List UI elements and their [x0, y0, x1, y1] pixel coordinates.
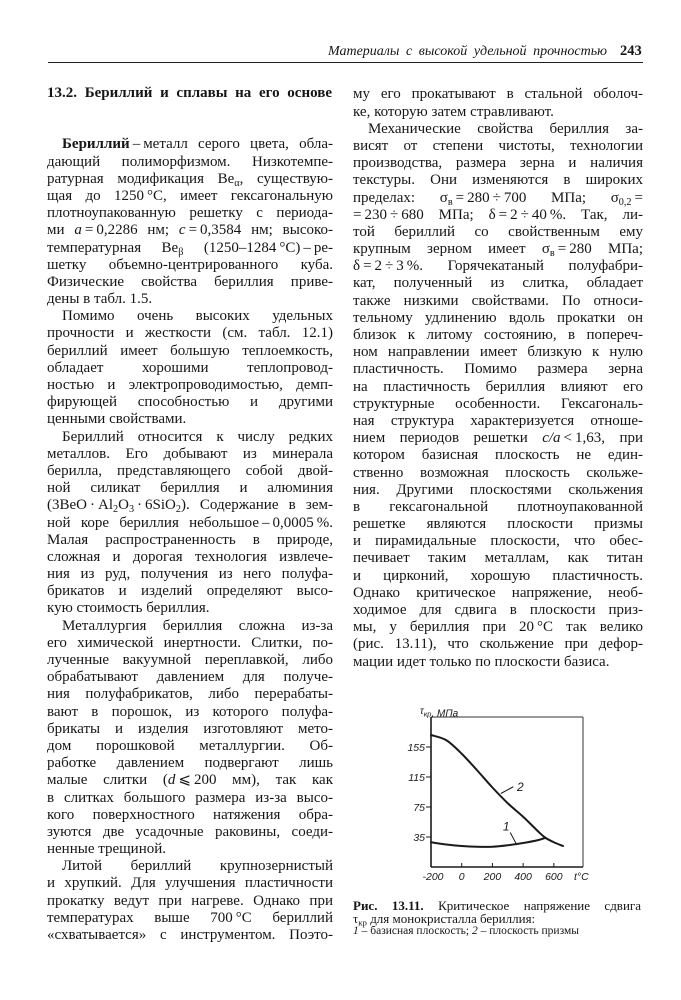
- caption-line: $\tau_{кр}$ для монокристалла бериллия:: [353, 910, 536, 928]
- text-line: ходимое для сдвига в плоскости приз-: [353, 602, 643, 619]
- y-tick-label: 155: [407, 742, 425, 754]
- paragraph: [47, 136, 333, 308]
- text-line: ностью и электропроводимостью, демп-: [47, 377, 333, 394]
- paragraph: [47, 858, 333, 944]
- text-line: мации идет только по плоскости базиса.: [353, 653, 610, 670]
- text-line: кую стоимость бериллия.: [47, 600, 210, 617]
- text-line: обрабатывают давлением для получе-: [47, 669, 333, 686]
- page-number: 243: [620, 43, 642, 59]
- italic-text: c: [178, 222, 186, 239]
- text-line: ненные трещиной.: [47, 841, 167, 858]
- running-head-title: Материалы с высокой удельной прочностью: [328, 44, 607, 59]
- left-column: [47, 136, 333, 944]
- text-line: обладает хорошими теплопровод-: [47, 359, 333, 376]
- y-axis-label-subscript: кр: [423, 709, 432, 719]
- text-line: ственно возможная плоскость скольже-: [353, 464, 643, 481]
- text-line: «схватывается» с инструментом. Поэто-: [47, 927, 333, 944]
- text-line: его химической инертности. Слитки, по-: [47, 634, 333, 651]
- text-line: дены в табл. 1.5.: [47, 291, 153, 308]
- annotation-leader-1: [510, 833, 516, 844]
- text-line: металлов. Его добывают из минерала: [47, 445, 333, 462]
- text-line: брикаты и изделия изготовляют мето-: [47, 720, 333, 737]
- subscript: в: [549, 248, 555, 260]
- text-line: печивает таким металлам, как титан: [353, 550, 643, 567]
- text-line: пределах: $\sigma_в = 280 \div 700$ МПа; $\sigma_{0,2}$ =: [353, 189, 643, 208]
- text-line: бериллий имеет большую теплоемкость,: [47, 342, 333, 359]
- italic-text: 2: [471, 925, 478, 938]
- italic-text: c/a: [542, 430, 561, 447]
- paragraph: [353, 86, 643, 120]
- x-axis-label: t°C: [574, 871, 589, 883]
- text-line: сложная и дорогая технология извлече-: [47, 548, 333, 565]
- text-line: Физические свойства бериллия приве-: [47, 273, 333, 290]
- annotation-leader-2: [501, 787, 513, 794]
- text-line: в слитках большого размера из-за высо-: [47, 789, 333, 806]
- subscript: кр: [358, 917, 367, 928]
- text-line: ном направлении имеет близкую к нулю: [353, 344, 643, 361]
- bold-text: Бериллий: [62, 136, 130, 153]
- text-line: ке, которую затем стравливают.: [353, 103, 554, 120]
- y-tick-label: 75: [413, 802, 425, 814]
- text-line: также низкими свойствами. По относи-: [353, 292, 643, 309]
- italic-text: 1: [353, 925, 359, 938]
- text-line: кат, полученный из слитка, обладает: [353, 275, 643, 292]
- text-line: и хрупкий. Для улучшения пластичности: [47, 875, 333, 892]
- text-line: Помимо очень высоких удельных: [62, 308, 333, 325]
- text-line: плотноупакованную решетку с периода-: [47, 205, 333, 222]
- x-tick-label: -200: [422, 871, 444, 883]
- text-line: тельному удлинению вдоль прокатки он: [353, 309, 643, 326]
- x-tick-label: 400: [514, 871, 532, 883]
- annotation-label-2: 2: [517, 779, 524, 794]
- italic-text: a: [74, 222, 82, 239]
- text-line: работке давлением подвергают лишь: [47, 755, 333, 772]
- subscript: 2: [113, 504, 119, 516]
- text-line: Литой бериллий крупнозернистый: [62, 858, 333, 875]
- y-axis-label: [420, 706, 459, 720]
- text-line: кого поверхностного натяжения обра-: [47, 806, 333, 823]
- paragraph: [47, 308, 333, 428]
- caption-line: Рис. 13.11. Критическое напряжение сдвига: [353, 898, 642, 914]
- text-line: = 230 ÷ 680 МПа; δ = 2 ÷ 40 %. Так, ли-: [353, 206, 643, 223]
- text-line: на пластичность бериллия влияют его: [353, 378, 643, 395]
- text-line: ния. Другими плоскостями скольжения: [353, 481, 643, 498]
- text-line: производства, размера зерна и наличия: [353, 155, 643, 172]
- series-line-2: [431, 735, 563, 846]
- right-column: [353, 86, 643, 670]
- text-line: прокатку ведут при нагреве. Однако при: [47, 892, 333, 909]
- y-tick-label: 35: [413, 832, 425, 844]
- text-line: котором базисная плоскость не един-: [353, 447, 643, 464]
- text-line: ми a = 0,2286 нм; c = 0,3584 нм; высоко-: [47, 222, 333, 239]
- text-line: той бериллий со свойственным ему: [353, 223, 643, 240]
- text-line: мы, у бериллия при 20 °C так велико: [353, 619, 643, 636]
- text-line: лученные вакуумной переплавкой, либо: [47, 652, 333, 669]
- subscript: 2: [175, 504, 181, 516]
- text-line: в гексагональной плотноупакованной: [353, 498, 643, 515]
- text-line: ния полуфабрикатов, либо перерабаты-: [47, 686, 333, 703]
- annotation-label-1: 1: [502, 819, 510, 834]
- paragraph: [47, 618, 333, 859]
- text-line: шетку объемно-центрированного куба.: [47, 256, 333, 273]
- subscript: 0,2: [618, 196, 632, 208]
- bold-text: Рис. 13.11.: [353, 898, 424, 914]
- text-line: (рис. 13.11), что скольжение при дефор-: [353, 636, 643, 653]
- text-line: и цирконий, хорошую пластичность.: [353, 567, 643, 584]
- text-line: крупным зерном имеет $\sigma_в = 280$ МПа;: [353, 241, 643, 260]
- text-line: дом порошковой металлургии. Об-: [47, 737, 333, 754]
- text-line: брикатов и изделий определяют высо-: [47, 583, 333, 600]
- text-line: температурах выше 700 °C бериллий: [47, 909, 333, 926]
- text-line: прочности и жесткости (см. табл. 12.1): [47, 325, 333, 342]
- text-line: ной коре бериллия небольшое – 0,0005 %.: [47, 514, 333, 531]
- subscript: в: [447, 196, 453, 208]
- y-axis-label-text: τ: [420, 706, 424, 717]
- text-line: решетке являются плоскости призмы: [353, 516, 643, 533]
- subscript: β: [178, 246, 184, 258]
- text-line: висят от степени чистоты, технологии: [353, 137, 643, 154]
- text-line: ной силикат бериллия и алюминия: [47, 480, 333, 497]
- figure-13-11-chart: [395, 695, 610, 895]
- text-line: фирующей способностью и другими: [47, 394, 333, 411]
- text-line: зуются две усадочные раковины, соеди-: [47, 823, 333, 840]
- text-line: щая до 1250 °C, имеет гексагональную: [47, 187, 333, 204]
- text-line: Бериллий относится к числу редких: [62, 428, 333, 445]
- text-line: нием периодов решетки c/a < 1,63, при: [353, 430, 643, 447]
- subscript: 3: [128, 504, 135, 516]
- caption-legend: 1 – базисная плоскость; 2 – плоскость призмы: [353, 925, 579, 938]
- text-line: и пирамидальные плоскости, что обес-: [353, 533, 643, 550]
- text-line: ратурная модификация $Be_\alpha$, существую-: [47, 170, 334, 189]
- series-line-1: [431, 838, 545, 847]
- subscript: α: [234, 177, 240, 189]
- x-tick-label: 200: [483, 871, 502, 883]
- text-line: Однако критическое напряжение, необ-: [353, 584, 643, 601]
- text-line: дающий полиморфизмом. Низкотемпе-: [47, 153, 333, 170]
- section-heading: 13.2. Бериллий и сплавы на его основе: [47, 84, 332, 101]
- text-line: ния из руд, получения из него полуфа-: [47, 566, 333, 583]
- text-line: пластичность. Помимо размера зерна: [353, 361, 643, 378]
- y-tick-label: 115: [408, 772, 425, 784]
- text-line: малые слитки (d ⩽ 200 мм), так как: [47, 772, 334, 789]
- y-axis-label-text: , МПа: [431, 708, 459, 720]
- figure-caption: [353, 900, 641, 938]
- x-tick-label: 0: [458, 871, 465, 883]
- text-line: му его прокатывают в стальной оболоч-: [353, 86, 643, 103]
- text-line: близок к литому состоянию, в попереч-: [353, 327, 643, 344]
- header-rule: [48, 62, 643, 63]
- text-line: температурная $Be_\beta$ (1250–1284 °C) – ре-: [47, 239, 334, 258]
- text-line: структурные особенности. Гексагональ-: [353, 395, 643, 412]
- text-line: берилла, представляющего собой двой-: [47, 462, 333, 479]
- paragraph: [353, 121, 643, 671]
- text-line: ная структура характеризуется отноше-: [353, 412, 643, 429]
- text-line: Металлургия бериллия сложна из-за: [62, 617, 333, 634]
- text-line: ценными свойствами.: [47, 411, 187, 428]
- x-tick-label: 600: [545, 871, 563, 883]
- text-line: Механические свойства бериллия за-: [368, 120, 643, 137]
- text-line: δ = 2 ÷ 3 %. Горячекатаный полуфабри-: [353, 258, 643, 275]
- text-line: $(3BeO \cdot Al_2O_3 \cdot 6SiO_2)$. Содержание в зем-: [47, 497, 333, 516]
- text-line: Малая распространенность в природе,: [47, 531, 333, 548]
- text-line: текстуры. Они изменяются в широких: [353, 172, 643, 189]
- text-line: Бериллий – металл серого цвета, обла-: [62, 136, 333, 153]
- italic-text: d: [167, 772, 176, 789]
- text-line: вают в порошок, из которого полуфа-: [47, 703, 333, 720]
- paragraph: [47, 429, 333, 618]
